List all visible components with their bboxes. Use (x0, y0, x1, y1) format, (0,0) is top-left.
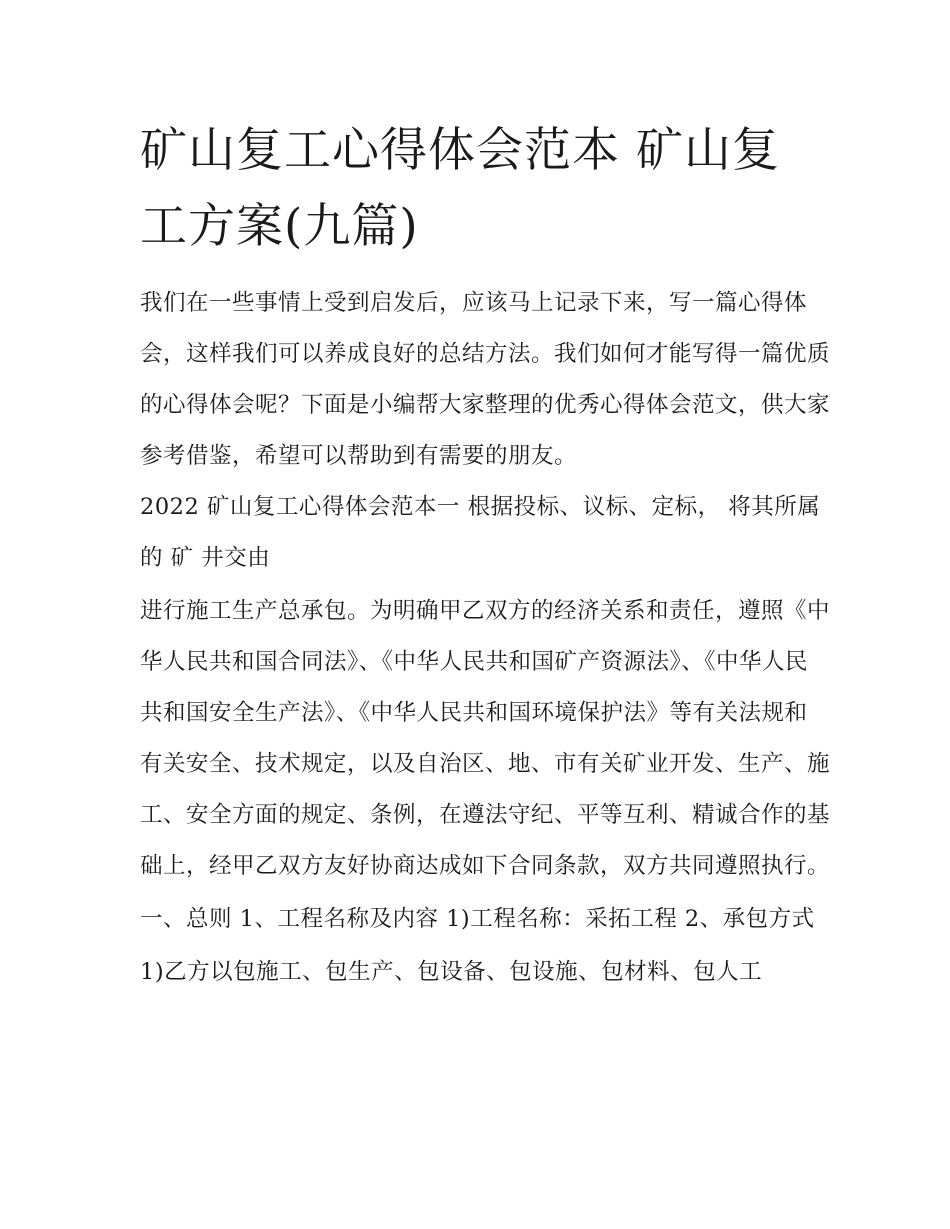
document-body (140, 278, 830, 998)
general-provisions-paragraph: 一、总则 1、工程名称及内容 1)工程名称：采拓工程 2、承包方式 (140, 906, 815, 932)
section-one-heading-paragraph: 2022 矿山复工心得体会范本一 根据投标、议标、定标， 将其所属的 矿 井交由 (140, 494, 821, 571)
document-title: 矿山复工心得体会范本 矿山复工方案(九篇) (140, 123, 780, 254)
intro-paragraph: 我们在一些事情上受到启发后，应该马上记录下来，写一篇心得体会，这样我们可以养成良好的总结方法。我们如何才能写得一篇优质的心得体会呢？下面是小编帮大家整理的优秀心得体会范文，供大家参考借鉴，希望可以帮助到有需要的朋友。 (140, 290, 831, 469)
contract-basis-paragraph: 进行施工生产总承包。为明确甲乙双方的经济关系和责任，遵照《中华人民共和国合同法》、《中华人民共和国矿产资源法》、《中华人民共和国安全生产法》、《中华人民共和国环境保护法》等有关法规和有关安全、技术规定，以及自治区、地、市有关矿业开发、生产、施工、安全方面的规定、条例，在遵法守纪、平等互利、精诚合作的基础上，经甲乙双方友好协商达成如下合同条款，双方共同遵照执行。 (140, 598, 831, 879)
contract-method-paragraph: 1)乙方以包施工、包生产、包设备、包设施、包材料、包人工 (140, 959, 763, 985)
